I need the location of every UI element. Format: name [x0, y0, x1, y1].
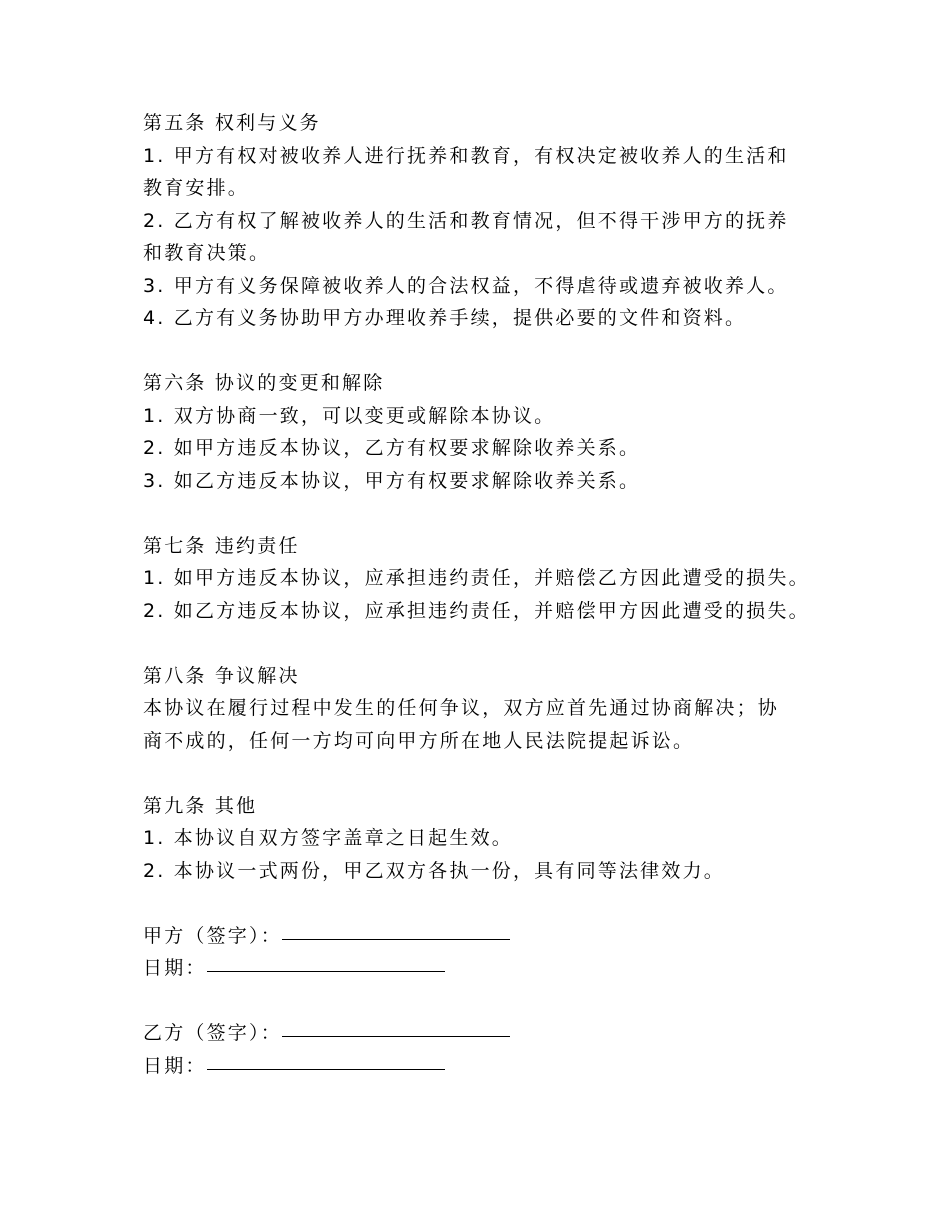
- section-6-line: 1. 双方协商一致，可以变更或解除本协议。: [143, 404, 556, 427]
- section-5-line: 3. 甲方有义务保障被收养人的合法权益，不得虐待或遗弃被收养人。: [143, 274, 789, 297]
- party-b-date-row: [143, 1050, 863, 1083]
- party-b-signature-row: [143, 1017, 863, 1050]
- section-spacer: [143, 627, 863, 660]
- section-5-line: 2. 乙方有权了解被收养人的生活和教育情况，但不得干涉甲方的抚养: [143, 209, 789, 232]
- section-8-line: 商不成的，任何一方均可向甲方所在地人民法院提起诉讼。: [143, 729, 695, 752]
- party-a-date-label: 日期：: [143, 957, 207, 979]
- section-6-line: 3. 如乙方违反本协议，甲方有权要求解除收养关系。: [143, 469, 641, 492]
- section-6-line: 2. 如甲方违反本协议，乙方有权要求解除收养关系。: [143, 437, 641, 459]
- section-5-line: 教育安排。: [143, 177, 250, 199]
- section-8-line: 本协议在履行过程中发生的任何争议，双方应首先通过协商解决；协: [143, 697, 780, 719]
- section-7-line: 1. 如甲方违反本协议，应承担违约责任，并赔偿乙方因此遭受的损失。: [143, 567, 810, 589]
- party-a-signature-blank[interactable]: [282, 938, 510, 940]
- section-5-line: 4. 乙方有义务协助甲方办理收养手续，提供必要的文件和资料。: [143, 307, 747, 329]
- section-5-line: 1. 甲方有权对被收养人进行抚养和教育，有权决定被收养人的生活和: [143, 144, 789, 167]
- party-b-date-blank[interactable]: [207, 1068, 445, 1070]
- section-9-title: 第九条 其他: [143, 794, 258, 817]
- section-8-title: 第八条 争议解决: [143, 664, 300, 687]
- section-spacer: [143, 497, 863, 530]
- party-b-date-label: 日期：: [143, 1054, 207, 1077]
- signature-spacer: [143, 985, 863, 1018]
- section-spacer: [143, 887, 863, 920]
- section-9-line: 1. 本协议自双方签字盖章之日起生效。: [143, 827, 513, 849]
- section-5-line: 和教育决策。: [143, 242, 271, 264]
- document-page: [143, 107, 863, 1082]
- party-a-date-row: [143, 952, 863, 985]
- section-7-title: 第七条 违约责任: [143, 534, 300, 557]
- section-spacer: [143, 335, 863, 368]
- section-5-title: 第五条 权利与义务: [143, 112, 321, 134]
- party-a-signature-label: 甲方（签字）：: [143, 924, 282, 947]
- party-b-signature-label: 乙方（签字）：: [143, 1022, 282, 1044]
- party-a-signature-row: [143, 920, 863, 953]
- section-7-line: 2. 如乙方违反本协议，应承担违约责任，并赔偿甲方因此遭受的损失。: [143, 599, 810, 622]
- party-a-date-blank[interactable]: [207, 970, 445, 972]
- section-6-title: 第六条 协议的变更和解除: [143, 372, 385, 394]
- section-spacer: [143, 757, 863, 790]
- section-9-line: 2. 本协议一式两份，甲乙双方各执一份，具有同等法律效力。: [143, 859, 725, 882]
- party-b-signature-blank[interactable]: [282, 1035, 510, 1037]
